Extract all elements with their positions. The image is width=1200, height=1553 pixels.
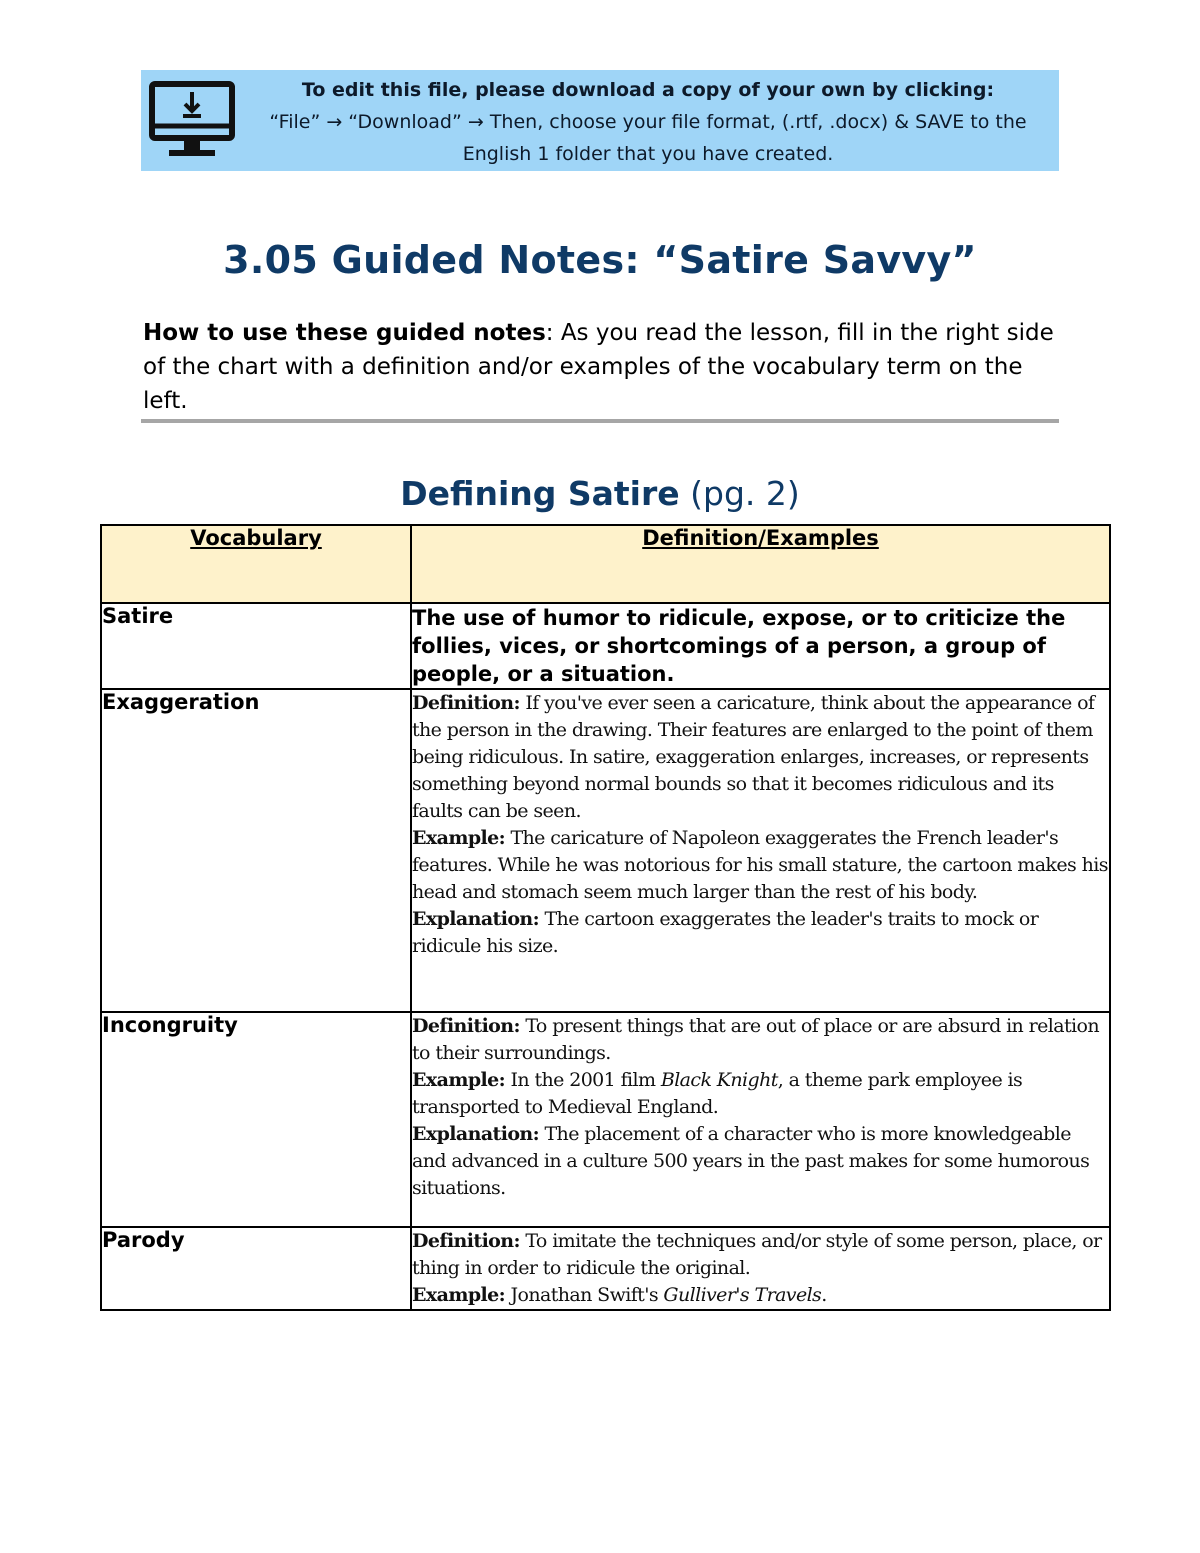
explanation-label: Explanation: [412,908,540,930]
download-instructions-banner [141,70,1059,171]
banner-line-2: “File” → “Download” → Then, choose your file format, (.rtf, .docx) & SAVE to the [269,111,1027,133]
table-row [101,689,1110,1012]
example-label: Example: [412,1284,506,1306]
divider [141,419,1059,423]
definition-text: If you've ever seen a caricature, think about the appearance of the person in the drawing. Their features are enlarged to the point of them being ridiculous. In satire, exaggeration enlarges, increases, or represents something beyond normal bounds so that it becomes ridiculous and its faults can be seen. [412,692,1095,822]
example-label: Example: [412,827,506,849]
example-text-pre: In the 2001 film [505,1069,661,1091]
definition-cell [411,689,1110,1012]
banner-line-3: English 1 folder that you have created. [462,143,834,165]
explanation-paragraph [412,906,1109,960]
definition-cell [411,1012,1110,1227]
definition-label: Definition: [412,692,520,714]
example-text: The caricature of Napoleon exaggerates the French leader's features. While he was notorious for his small stature, the cartoon makes his head and stomach seem much larger than the rest of his body. [412,827,1108,903]
definition-cell: The use of humor to ridicule, expose, or to criticize the follies, vices, or shortcomings of a person, a group of people, or a situation. [411,603,1110,689]
term-cell: Parody [101,1227,411,1310]
example-label: Example: [412,1069,506,1091]
banner-text [237,74,1059,170]
banner-line-1: To edit this file, please download a copy of your own by clicking: [301,79,995,101]
table-row [101,1227,1110,1310]
book-title: Gulliver's Travels [663,1284,822,1306]
example-text-post: . [821,1284,827,1306]
section-title-text: Defining Satire [400,474,680,513]
example-paragraph [412,1067,1109,1121]
definition-cell [411,1227,1110,1310]
instructions [143,316,1063,418]
instructions-body: : As you read the lesson, fill in the right side of the chart with a definition and/or examples of the vocabulary term on the left. [143,320,1054,414]
definition-paragraph [412,1013,1109,1067]
table-row [101,1012,1110,1227]
term-cell: Incongruity [101,1012,411,1227]
definition-text: To imitate the techniques and/or style of some person, place, or thing in order to ridicule the original. [412,1230,1102,1279]
definition-paragraph [412,1228,1109,1282]
header-definition-examples: Definition/Examples [411,525,1110,603]
definition-text: To present things that are out of place or are absurd in relation to their surroundings. [412,1015,1099,1064]
page-title: 3.05 Guided Notes: “Satire Savvy” [223,238,977,282]
term-cell: Exaggeration [101,689,411,1012]
section-page-ref: (pg. 2) [690,474,800,513]
definition-label: Definition: [412,1230,520,1252]
definition-paragraph [412,690,1109,825]
explanation-label: Explanation: [412,1123,540,1145]
example-paragraph [412,1282,1109,1309]
example-paragraph [412,825,1109,906]
header-vocabulary: Vocabulary [101,525,411,603]
section-title [0,474,1200,513]
example-text-pre: Jonathan Swift's [505,1284,664,1306]
instructions-lead: How to use these guided notes [143,320,546,346]
definition-label: Definition: [412,1015,520,1037]
explanation-paragraph [412,1121,1109,1202]
table-row [101,603,1110,689]
table-header-row [101,525,1110,603]
explanation-text: The placement of a character who is more knowledgeable and advanced in a culture 500 years in the past makes for some humorous situations. [412,1123,1090,1199]
term-cell: Satire [101,603,411,689]
example-text-post: , a theme park employee is transported to Medieval England. [412,1069,1023,1118]
explanation-text: The cartoon exaggerates the leader's traits to mock or ridicule his size. [412,908,1039,957]
film-title: Black Knight [660,1069,778,1091]
vocabulary-table [100,524,1111,1311]
computer-download-icon [149,80,235,160]
